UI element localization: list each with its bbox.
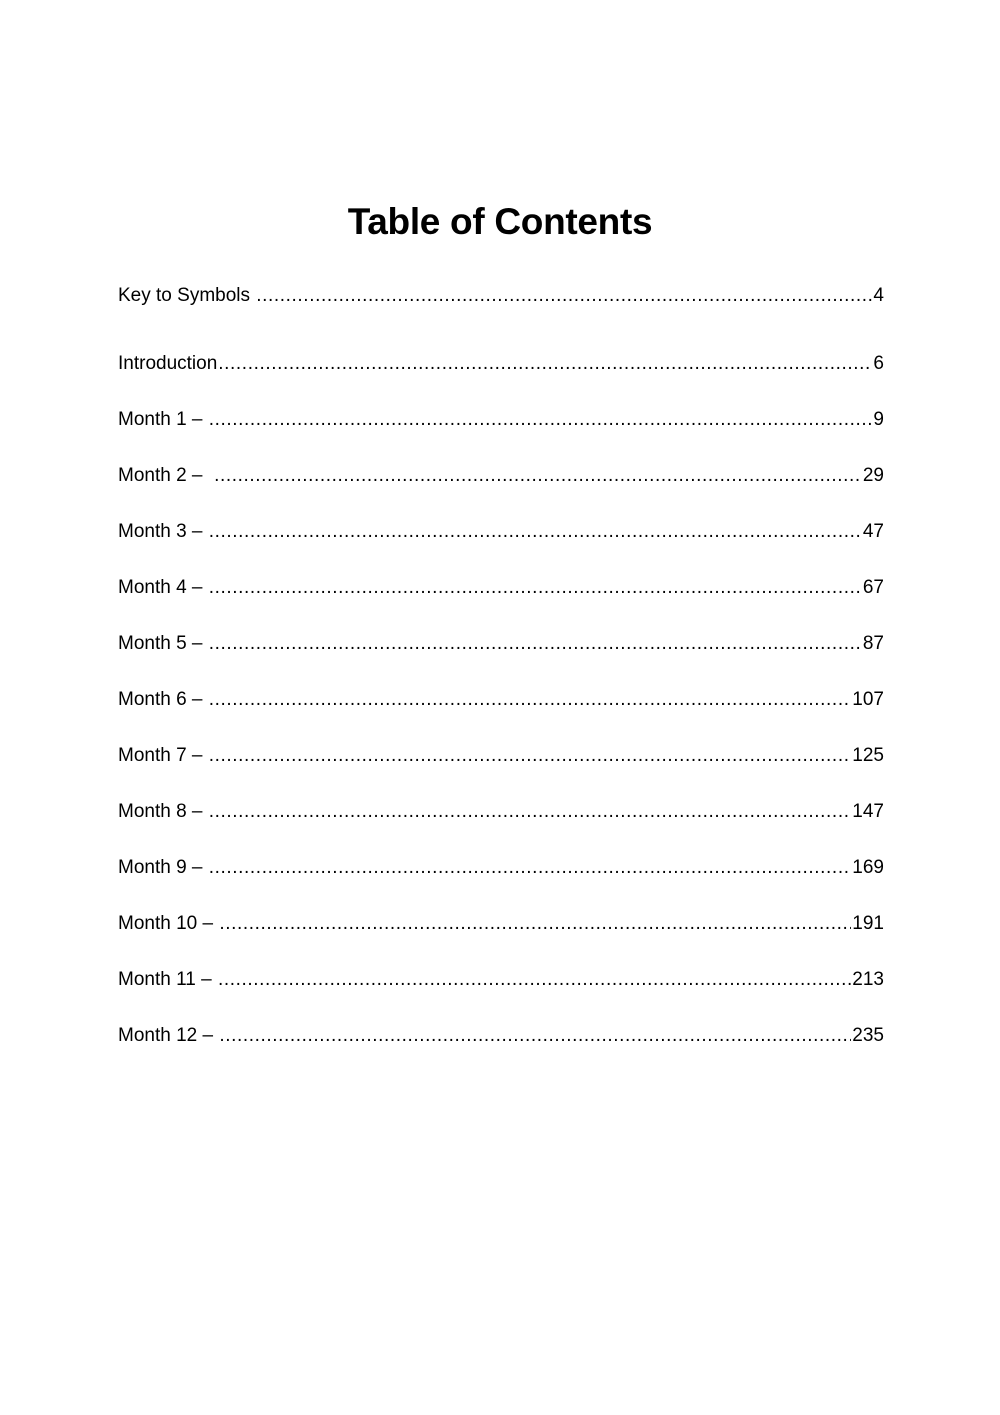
toc-entry-label: Month 5 – <box>118 633 208 654</box>
toc-entry-page-number: 169 <box>852 857 884 878</box>
toc-entry-month-4[interactable] <box>118 572 884 604</box>
toc-entry-month-6[interactable] <box>118 684 884 716</box>
toc-dot-leader <box>256 280 872 312</box>
toc-entry-month-1[interactable] <box>118 404 884 436</box>
toc-entry-label: Month 8 – <box>118 801 208 822</box>
toc-entry-page-number: 9 <box>873 409 884 430</box>
toc-entry-label: Month 11 – <box>118 969 217 990</box>
table-of-contents <box>118 280 884 1052</box>
toc-dot-leader <box>209 628 862 660</box>
toc-entry-label: Month 2 – <box>118 465 214 486</box>
toc-entry-month-3[interactable] <box>118 516 884 548</box>
toc-dot-leader <box>209 740 852 772</box>
toc-entry-page-number: 87 <box>862 633 884 654</box>
toc-entry-label: Month 4 – <box>118 577 208 598</box>
toc-dot-leader <box>218 964 851 996</box>
toc-entry-month-8[interactable] <box>118 796 884 828</box>
toc-entry-month-10[interactable] <box>118 908 884 940</box>
toc-dot-leader <box>218 348 872 380</box>
toc-entry-key-to-symbols[interactable] <box>118 280 884 312</box>
page-title: Table of Contents <box>347 201 653 242</box>
toc-entry-page-number: 6 <box>873 353 884 374</box>
toc-dot-leader <box>209 684 852 716</box>
toc-entry-label: Month 7 – <box>118 745 208 766</box>
toc-entry-page-number: 235 <box>852 1025 884 1046</box>
toc-dot-leader <box>209 516 862 548</box>
toc-entry-introduction[interactable] <box>118 348 884 380</box>
toc-entry-month-11[interactable] <box>118 964 884 996</box>
toc-entry-page-number: 29 <box>862 465 884 486</box>
toc-entry-month-9[interactable] <box>118 852 884 884</box>
toc-entry-page-number: 107 <box>852 689 884 710</box>
toc-entry-page-number: 147 <box>852 801 884 822</box>
toc-entry-page-number: 213 <box>852 969 884 990</box>
toc-entry-page-number: 47 <box>862 521 884 542</box>
toc-entry-month-5[interactable] <box>118 628 884 660</box>
toc-dot-leader <box>209 404 873 436</box>
toc-entry-label: Month 1 – <box>118 409 208 430</box>
toc-entry-label: Key to Symbols <box>118 285 256 306</box>
toc-entry-page-number: 67 <box>862 577 884 598</box>
toc-dot-leader <box>219 1020 851 1052</box>
toc-entry-label: Introduction <box>118 353 218 374</box>
toc-entry-page-number: 125 <box>852 745 884 766</box>
toc-entry-label: Month 12 – <box>118 1025 219 1046</box>
toc-entry-label: Month 10 – <box>118 913 219 934</box>
toc-entry-page-number: 4 <box>873 285 884 306</box>
toc-entry-label: Month 3 – <box>118 521 208 542</box>
toc-dot-leader <box>209 852 852 884</box>
toc-entry-label: Month 6 – <box>118 689 208 710</box>
toc-entry-page-number: 191 <box>852 913 884 934</box>
toc-dot-leader <box>214 460 862 492</box>
toc-dot-leader <box>209 796 852 828</box>
toc-entry-month-12[interactable] <box>118 1020 884 1052</box>
toc-entry-label: Month 9 – <box>118 857 208 878</box>
toc-entry-month-7[interactable] <box>118 740 884 772</box>
toc-dot-leader <box>219 908 851 940</box>
toc-dot-leader <box>209 572 862 604</box>
toc-entry-month-2[interactable] <box>118 460 884 492</box>
